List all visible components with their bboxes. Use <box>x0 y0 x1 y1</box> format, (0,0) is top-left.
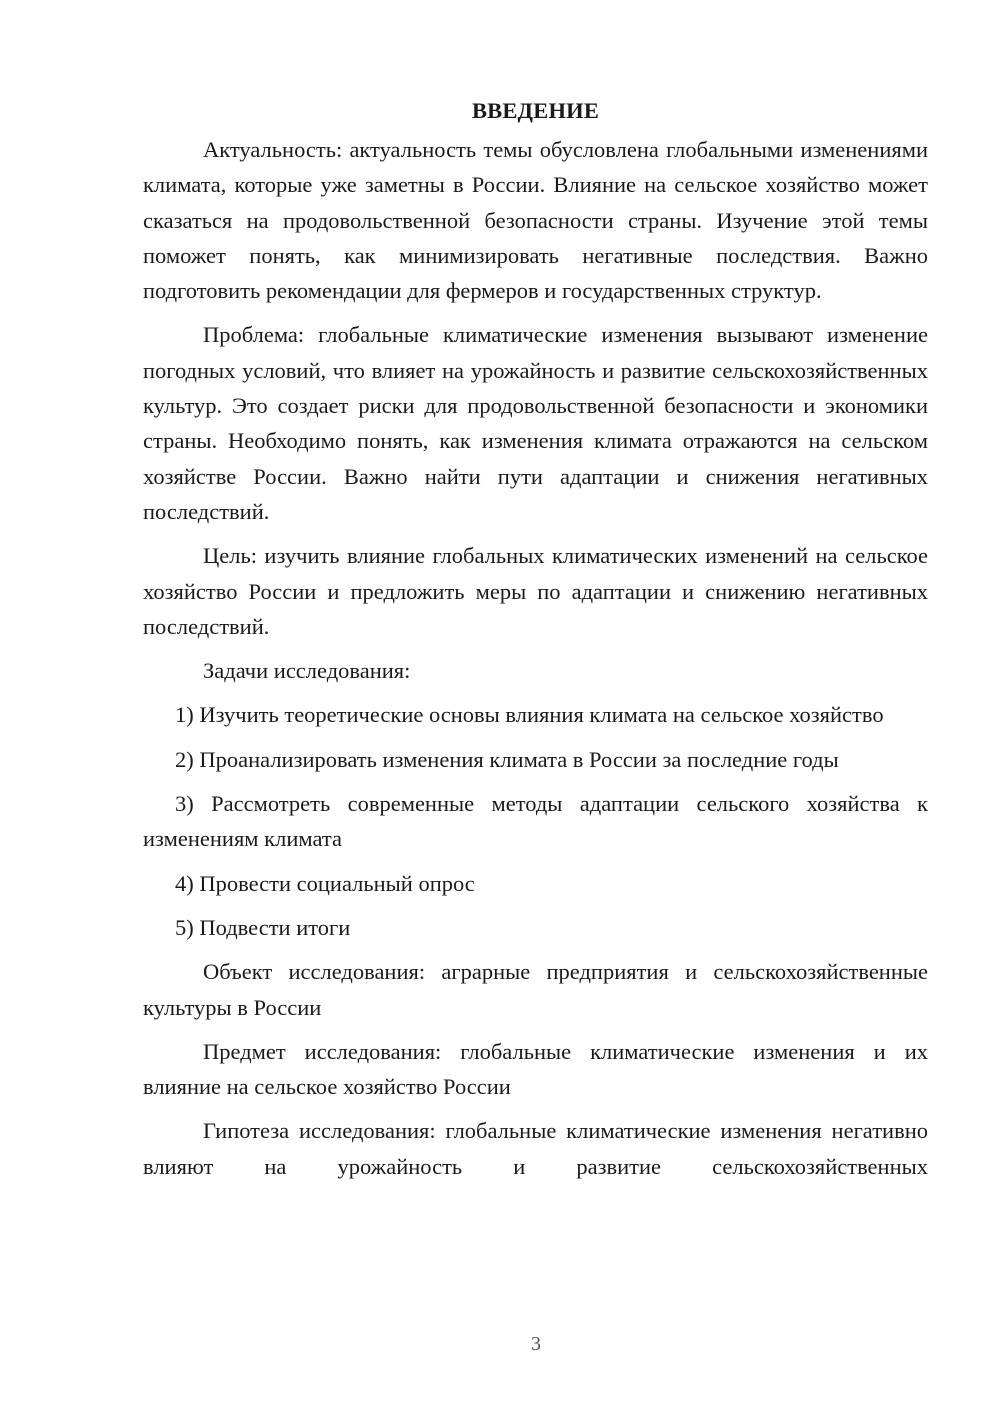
paragraph-object: Объект исследования: аграрные предприятия и сельскохозяйственные культуры в России <box>143 959 928 1020</box>
section-title: ВВЕДЕНИЕ <box>471 98 600 123</box>
paragraph-hypothesis: Гипотеза исследования: глобальные климатические изменения негативно влияют на урожайность и развитие сельскохозяйственных <box>143 1118 928 1179</box>
paragraph-problem: Проблема: глобальные климатические изменения вызывают изменение погодных условий, что влияет на урожайность и развитие сельскохозяйственных культур. Это создает риски для продовольственной безопасности и экономики страны. Необходимо понять, как изменения климата отражаются на сельском хозяйстве России. Важно найти пути адаптации и снижения негативных последствий. <box>143 322 928 524</box>
task-item-4: 4) Провести социальный опрос <box>175 870 475 896</box>
task-item-2: 2) Проанализировать изменения климата в России за последние годы <box>175 746 839 772</box>
page-number: 3 <box>531 1333 541 1355</box>
document-body <box>143 96 928 1193</box>
task-item-5: 5) Подвести итоги <box>175 914 351 940</box>
task-item-3: 3) Рассмотреть современные методы адаптации сельского хозяйства к изменениям климата <box>143 791 928 852</box>
task-item-1: 1) Изучить теоретические основы влияния климата на сельское хозяйство <box>175 702 884 728</box>
paragraph-subject: Предмет исследования: глобальные климатические изменения и их влияние на сельское хозяйство России <box>143 1038 928 1100</box>
paragraph-relevance: Актуальность: актуальность темы обусловлена глобальными изменениями климата, которые уже заметны в России. Влияние на сельское хозяйство может сказаться на продовольственной безопасности страны. Изучение этой темы поможет понять, как минимизировать негативные последствия. Важно подготовить рекомендации для фермеров и государственных структур. <box>143 137 928 304</box>
paragraph-goal: Цель: изучить влияние глобальных климатических изменений на сельское хозяйство России и предложить меры по адаптации и снижению негативных последствий. <box>143 543 928 639</box>
paragraph-tasks-heading: Задачи исследования: <box>203 658 411 684</box>
